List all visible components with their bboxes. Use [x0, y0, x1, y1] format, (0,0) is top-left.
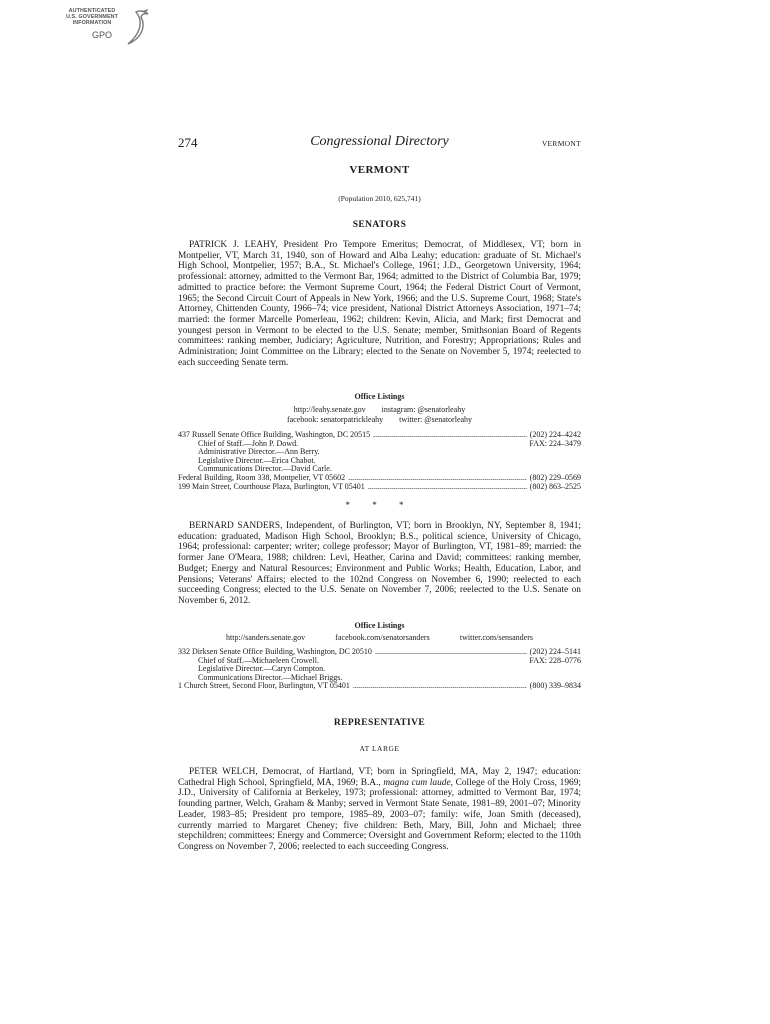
- seal-line: INFORMATION: [72, 20, 112, 26]
- state-heading: VERMONT: [349, 164, 410, 176]
- representative-bio: [178, 767, 581, 853]
- office-list: [178, 648, 581, 691]
- bio-text: PETER WELCH, Democrat, of Hartland, VT; born in Springfield, MA, May 2, 1947; education: Cathedral High School, Springfield, MA, 1969; B.A.,: [178, 767, 581, 788]
- staff-entry: Legislative Director.—Erica Chabot.: [198, 455, 316, 465]
- twitter-link[interactable]: twitter.com/sensanders: [459, 633, 533, 642]
- office-address: 1 Church Street, Second Floor, Burlington, VT 05401: [178, 681, 350, 691]
- staff-entry: Administrative Director.—Ann Berry.: [198, 447, 320, 457]
- seal-line: U.S. GOVERNMENT: [65, 14, 119, 20]
- office-phone: (202) 224–5141: [529, 647, 581, 656]
- bio-text: , College of the Holy Cross, 1969; J.D., University of California at Berkeley, 1973; professional: attorney, admitted to Vermont Bar, 1974; founding partner, Welch, Graham & Manby; served in Vermont State Senate, 1981–89, 2001–07; Minority Leader, 1983–85; President pro tempore, 1985–89, 2003–07; family: wife, Joan Smith (deceased), currently married to Margaret Cheney; five children: Beth, Mary, Bill, John and Michael; three stepchildren; committees: Energy and Commerce; Oversight and Government Reform; elected to the 110th Congress on November 7, 2006; reelected to each succeeding Congress.: [178, 777, 582, 852]
- website-link[interactable]: http://leahy.senate.gov: [293, 405, 366, 414]
- office-address: 437 Russell Senate Office Building, Washington, DC 20515: [178, 430, 371, 439]
- office-links: [178, 633, 581, 643]
- seal-gpo: GPO: [92, 30, 113, 40]
- gpo-authentication-seal: [56, 4, 156, 50]
- staff-entry: Chief of Staff.—John P. Dowd.: [198, 438, 299, 448]
- running-title: Congressional Directory: [310, 134, 449, 149]
- website-link[interactable]: http://sanders.senate.gov: [226, 633, 306, 642]
- staff-entry: Communications Director.—Michael Briggs.: [198, 672, 343, 682]
- office-links: [178, 405, 581, 425]
- section-separator: * * *: [345, 500, 414, 510]
- facebook-link[interactable]: facebook: senatorpatrickleahy: [286, 414, 384, 424]
- office-address: 332 Dirksen Senate Office Building, Washington, DC 20510: [178, 647, 372, 656]
- seal-line: AUTHENTICATED: [68, 8, 116, 14]
- office-phone: (800) 339–9834: [529, 681, 581, 691]
- page-number: 274: [178, 135, 198, 150]
- facebook-link[interactable]: facebook.com/senatorsanders: [335, 633, 430, 642]
- office-listings-heading: Office Listings: [354, 621, 405, 630]
- running-state: VERMONT: [541, 139, 581, 148]
- senators-heading: SENATORS: [352, 220, 407, 230]
- fax-number: FAX: 224–3479: [529, 438, 581, 448]
- staff-entry: Legislative Director.—Caryn Compton.: [198, 664, 326, 674]
- staff-entry: Communications Director.—David Carle.: [198, 464, 332, 474]
- fax-number: FAX: 228–0776: [529, 655, 581, 665]
- senator-bio: BERNARD SANDERS, Independent, of Burlington, VT; born in Brooklyn, NY, September 8, 1941; education: graduated, Madison High School, Brooklyn; B.S., political science, University of Chicago, 1964; professional: carpenter; writer; college professor; Mayor of Burlington, VT, 1981–89; married: the former Jane O'Meara, 1988; children: Levi, Heather, Carina and David; committees: ranking member, Budget; Energy and Natural Resources; Environment and Public Works; Health, Education, Labor, and Pensions; Veterans' Affairs; elected to the 102nd Congress on November 6, 1990; reelected to each succeeding Congress; elected to the U.S. Senate on November 7, 2006; reelected to the U.S. Senate on November 6, 2012.: [178, 521, 581, 606]
- office-row: [178, 682, 581, 691]
- office-phone: (202) 224–4242: [529, 430, 581, 439]
- running-header: [178, 134, 581, 152]
- bio-italic: magna cum laude: [383, 777, 451, 788]
- office-row: [178, 483, 581, 492]
- office-phone: (802) 229–0569: [529, 472, 581, 482]
- at-large-heading: AT LARGE: [359, 744, 400, 753]
- population: (Population 2010, 625,741): [338, 194, 421, 203]
- office-list: [178, 431, 581, 491]
- staff-entry: Chief of Staff.—Michaeleen Crowell.: [198, 655, 319, 665]
- twitter-link[interactable]: twitter: @senatorleahy: [399, 414, 473, 424]
- office-phone: (802) 863–2525: [529, 481, 581, 491]
- senator-bio: PATRICK J. LEAHY, President Pro Tempore Emeritus; Democrat, of Middlesex, VT; born in Montpelier, VT, March 31, 1940, son of Howard and Alba Leahy; education: graduate of St. Michael's High School, Montpelier, 1957; B.A., St. Michael's College, 1961; J.D., Georgetown University, 1964; professional: attorney, admitted to the Vermont Bar, 1964; admitted to the District of Columbia Bar, 1979; admitted to practice before: the Vermont Supreme Court, 1964; the Federal District Court of Vermont, 1965; the Second Circuit Court of Appeals in New York, 1966; and the U.S. Supreme Court, 1968; State's Attorney, Chittenden County, 1966–74; vice president, National District Attorneys Association, 1971–74; married: the former Marcelle Pomerleau, 1962; children: Kevin, Alicia, and Mark; first Democrat and youngest person in Vermont to be elected to the U.S. Senate; member, Smithsonian Board of Regents committees: ranking member, Judiciary; Agriculture, Nutrition, and Forestry; Appropriations; Rules and Administration; Joint Committee on the Library; elected to the Senate on November 5, 1974; reelected to each succeeding Senate term.: [178, 240, 581, 368]
- instagram-link[interactable]: instagram: @senatorleahy: [381, 405, 466, 414]
- representative-heading: REPRESENTATIVE: [333, 718, 426, 728]
- office-listings-heading: Office Listings: [354, 392, 405, 401]
- eagle-icon: [118, 4, 152, 48]
- office-address: 199 Main Street, Courthouse Plaza, Burlington, VT 05401: [178, 481, 365, 491]
- office-address: Federal Building, Room 338, Montpelier, VT 05602: [178, 472, 346, 482]
